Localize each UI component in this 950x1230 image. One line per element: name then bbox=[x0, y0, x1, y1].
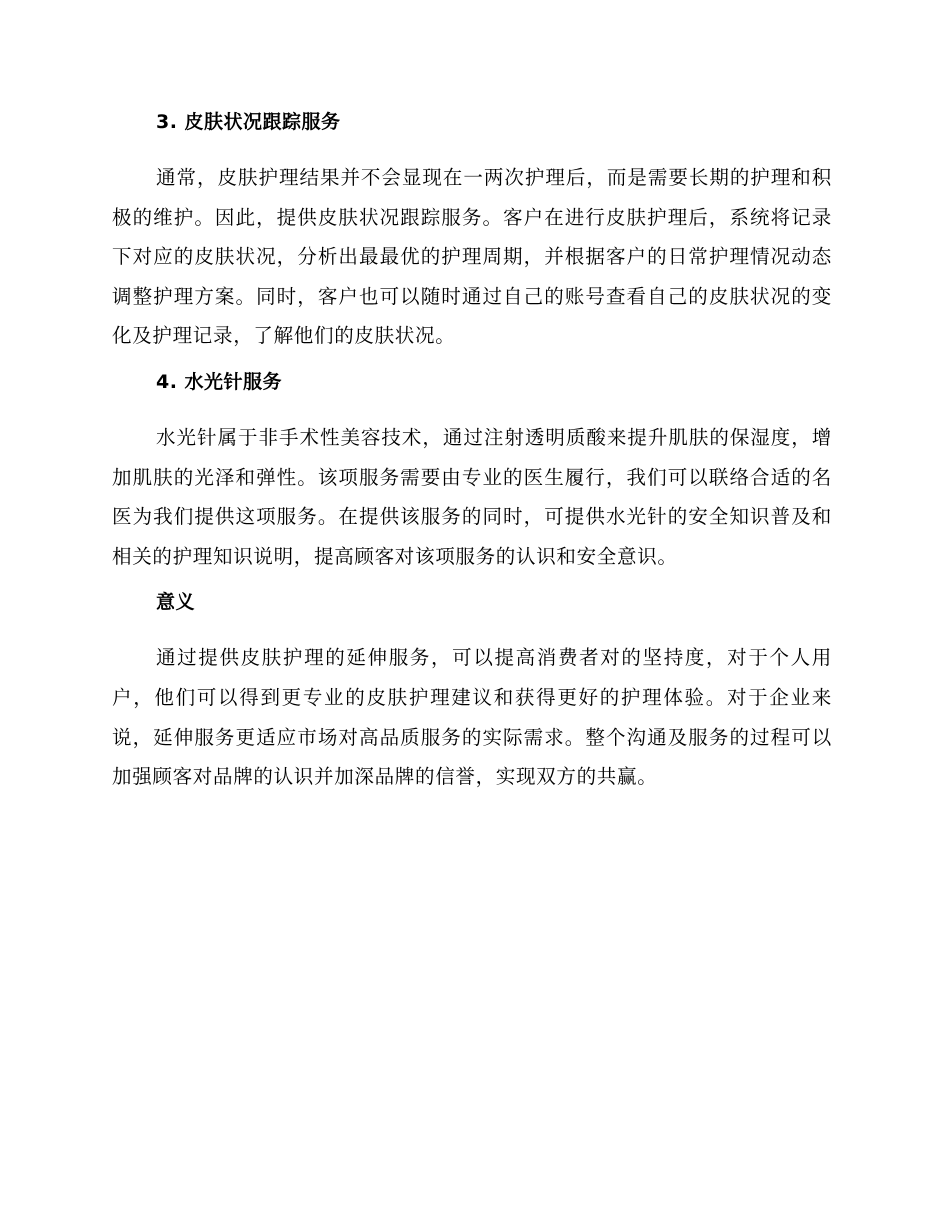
section-heading-skin-tracking: 3. 皮肤状况跟踪服务 bbox=[156, 111, 341, 133]
paragraph-significance: 通过提供皮肤护理的延伸服务，可以提高消费者对的坚持度，对于个人用户，他们可以得到更专业的皮肤护理建议和获得更好的护理体验。对于企业来说，延伸服务更适应市场对高品质服务的实际需求。整个沟通及服务的过程可以加强顾客对品牌的认识并加深品牌的信誉，实现双方的共赢。 bbox=[112, 646, 832, 789]
document-page bbox=[112, 108, 832, 809]
paragraph-skin-tracking: 通常，皮肤护理结果并不会显现在一两次护理后，而是需要长期的护理和积极的维护。因此，提供皮肤状况跟踪服务。客户在进行皮肤护理后，系统将记录下对应的皮肤状况，分析出最最优的护理周期，并根据客户的日常护理情况动态调整护理方案。同时，客户也可以随时通过自己的账号查看自己的皮肤状况的变化及护理记录，了解他们的皮肤状况。 bbox=[112, 166, 832, 348]
section-heading-significance: 意义 bbox=[156, 591, 196, 614]
section-heading-hydration-injection: 4. 水光针服务 bbox=[156, 370, 283, 393]
paragraph-hydration-injection: 水光针属于非手术性美容技术，通过注射透明质酸来提升肌肤的保湿度，增加肌肤的光泽和弹性。该项服务需要由专业的医生履行，我们可以联络合适的名医为我们提供这项服务。在提供该服务的同时，可提供水光针的安全知识普及和相关的护理知识说明，提高顾客对该项服务的认识和安全意识。 bbox=[112, 425, 832, 568]
